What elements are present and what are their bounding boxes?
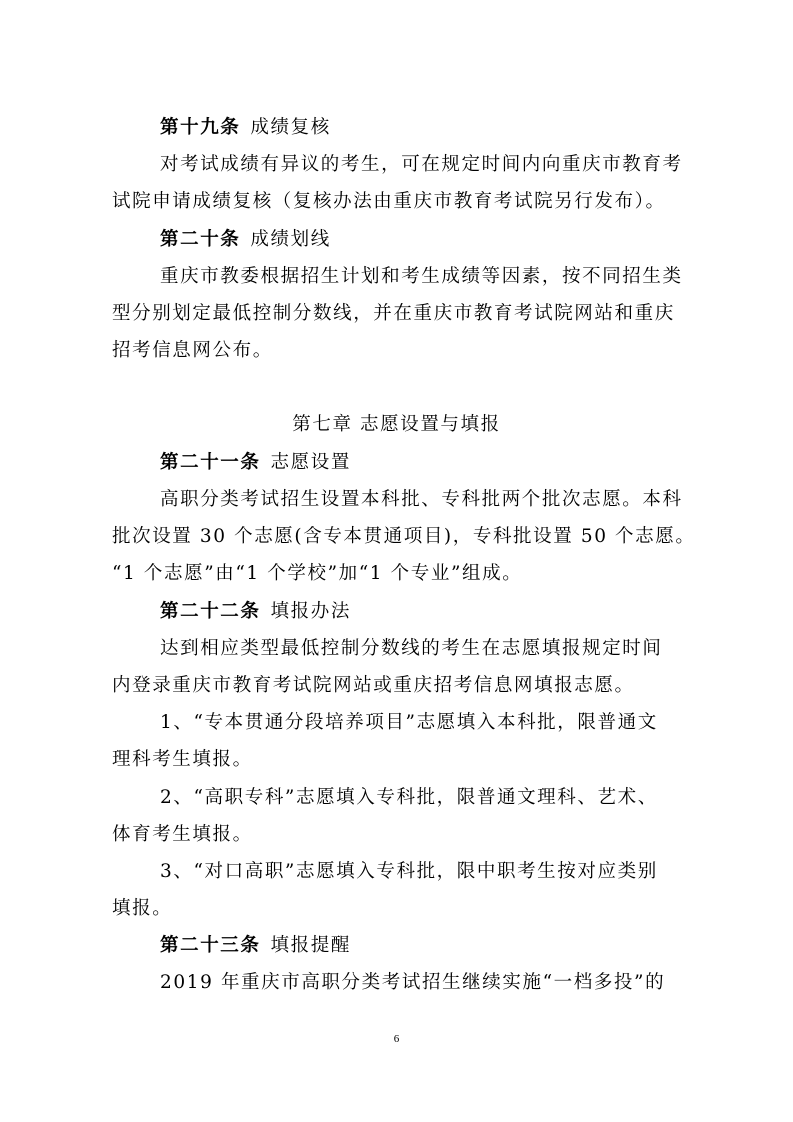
article-19-title: 成绩复核 — [250, 117, 331, 138]
article-22-list-item-3-cont: 填报。 — [112, 898, 173, 919]
article-19-paragraph-line: 对考试成绩有异议的考生，可在规定时间内向重庆市教育考 — [160, 154, 683, 175]
article-20-label: 第二十条 — [160, 229, 241, 250]
article-19-label: 第十九条 — [160, 117, 241, 138]
article-21-title: 志愿设置 — [270, 452, 351, 473]
article-21-paragraph-line: “1 个志愿”由“1 个学校”加“1 个专业”组成。 — [112, 563, 523, 584]
article-20-paragraph-line: 招考信息网公布。 — [112, 340, 273, 361]
article-23-heading — [160, 934, 351, 958]
article-22-label: 第二十二条 — [160, 601, 261, 622]
article-19-heading — [160, 116, 331, 140]
article-22-list-item-2: 2、“高职专科”志愿填入专科批，限普通文理科、艺术、 — [160, 787, 658, 808]
article-23-paragraph-line: 2019 年重庆市高职分类考试招生继续实施“一档多投”的 — [160, 972, 666, 993]
article-22-heading — [160, 600, 351, 624]
article-20-paragraph-line: 型分别划定最低控制分数线，并在重庆市教育考试院网站和重庆 — [112, 303, 675, 324]
article-21-paragraph-line: 批次设置 30 个志愿(含专本贯通项目)，专科批设置 50 个志愿。 — [112, 526, 696, 547]
article-20-paragraph-line: 重庆市教委根据招生计划和考生成绩等因素，按不同招生类 — [160, 266, 683, 287]
article-22-title: 填报办法 — [270, 601, 351, 622]
article-22-list-item-1: 1、“专本贯通分段培养项目”志愿填入本科批，限普通文 — [160, 712, 658, 733]
article-22-paragraph-line: 达到相应类型最低控制分数线的考生在志愿填报规定时间 — [160, 638, 663, 659]
article-21-paragraph-line: 高职分类考试招生设置本科批、专科批两个批次志愿。本科 — [160, 489, 683, 510]
article-22-list-item-3: 3、“对口高职”志愿填入专科批，限中职考生按对应类别 — [160, 861, 658, 882]
article-22-list-item-2-cont: 体育考生填报。 — [112, 824, 253, 845]
article-20-heading — [160, 228, 331, 252]
article-23-title: 填报提醒 — [270, 935, 351, 956]
article-21-heading — [160, 451, 351, 475]
article-22-list-item-1-cont: 理科考生填报。 — [112, 749, 253, 770]
article-22-paragraph-line: 内登录重庆市教育考试院网站或重庆招考信息网填报志愿。 — [112, 675, 635, 696]
article-23-label: 第二十三条 — [160, 935, 261, 956]
chapter-7-title: 第七章 志愿设置与填报 — [292, 414, 501, 435]
page-number: 6 — [393, 1033, 400, 1045]
article-19-paragraph-line: 试院申请成绩复核（复核办法由重庆市教育考试院另行发布）。 — [112, 191, 666, 212]
article-21-label: 第二十一条 — [160, 452, 261, 473]
article-20-title: 成绩划线 — [250, 229, 331, 250]
